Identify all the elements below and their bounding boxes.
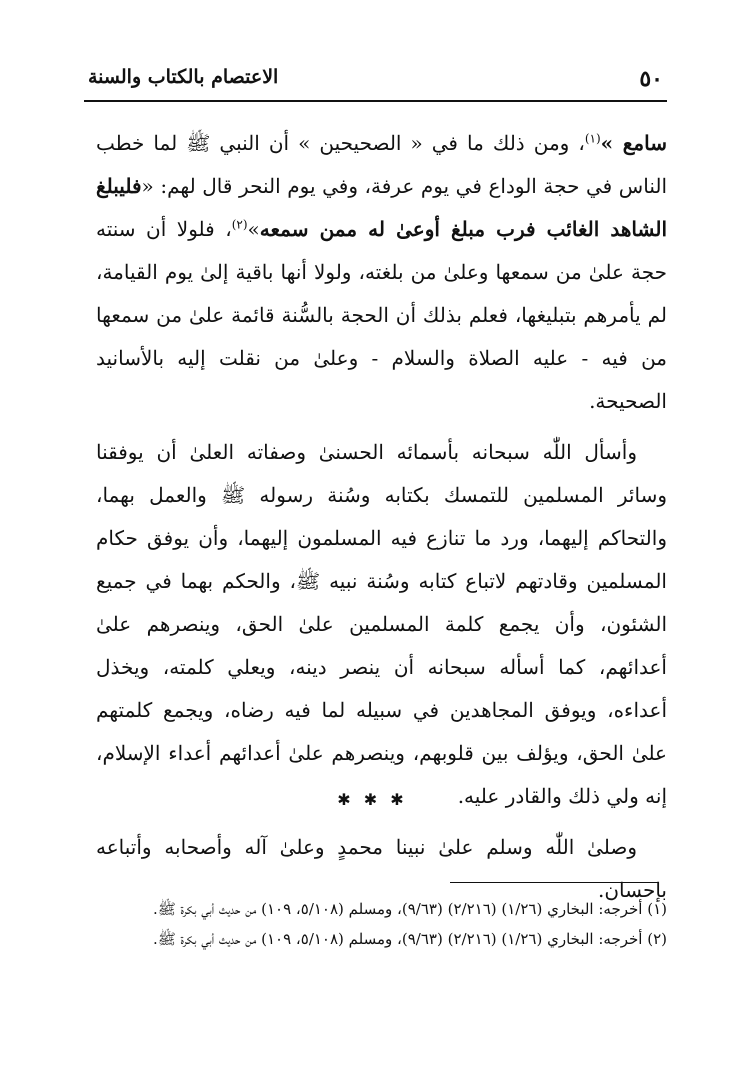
page-number: ٥٠ bbox=[639, 66, 663, 92]
header-rule bbox=[84, 100, 667, 102]
paragraph-1-text-b: ، فلولا أن سنته حجة علىٰ من سمعها وعلىٰ من بلغته، ولولا أنها باقية إلىٰ يوم القيامة، لم يأمرهم بتبليغها، فعلم بذلك أن الحجة بالسُّنة قائمة علىٰ من سمعها من فيه - عليه الصلاة والسلام - وعلىٰ من نقلت إليه بالأسانيد الصحيحة. bbox=[96, 217, 667, 413]
footnote-rule bbox=[450, 882, 658, 883]
footnote-2: (٢) أخرجه: البخاري (١/٢٦) (٢/٢١٦) (٩/٦٣)، ومسلم (٥/١٠٨، ١٠٩) من حديث أبي بكرة ﷺ. bbox=[153, 930, 667, 948]
quote-close: » bbox=[247, 217, 260, 241]
continued-quote-end: سامع » bbox=[600, 131, 667, 155]
footnote-1: (١) أخرجه: البخاري (١/٢٦) (٢/٢١٦) (٩/٦٣)، ومسلم (٥/١٠٨، ١٠٩) من حديث أبي بكرة ﷺ. bbox=[153, 900, 667, 918]
running-title: الاعتصام بالكتاب والسنة bbox=[88, 66, 279, 88]
paragraph-2: وأسأل اللّٰه سبحانه بأسمائه الحسنىٰ وصفاته العلىٰ أن يوفقنا وسائر المسلمين للتمسك بكتابه وسُنة رسوله ﷺ والعمل بهما، والتحاكم إليهما، ورد ما تنازع فيه المسلمون إليهما، وأن يوفق حكام المسلمين وقادتهم لاتباع كتابه وسُنة نبيه ﷺ، والحكم بهما في جميع الشئون، وأن يجمع كلمة المسلمين علىٰ الحق، وينصرهم علىٰ أعدائهم، كما أسأله سبحانه أن ينصر دينه، ويعلي كلمته، ويخذل أعداءه، ويوفق المجاهدين في سبيله لما فيه رضاه، ويجمع كلمتهم علىٰ الحق، ويؤلف بين قلوبهم، وينصرهم علىٰ أعدائهم أعداء الإسلام، إنه ولي ذلك والقادر عليه. bbox=[96, 440, 667, 808]
paragraph-3: وصلىٰ اللّٰه وسلم علىٰ نبينا محمدٍ وعلىٰ آله وأصحابه وأتباعه بإحسان. bbox=[96, 835, 667, 902]
hadith-quote: فليبلغ الشاهد الغائب فرب مبلغ أوعىٰ له ممن سمعه bbox=[96, 174, 668, 241]
footnote-ref-2[interactable]: (٢) bbox=[231, 217, 248, 232]
page-header bbox=[84, 58, 667, 102]
footnotes bbox=[96, 894, 667, 954]
paragraph-1 bbox=[96, 122, 667, 423]
paragraph-1-text-a: ، ومن ذلك ما في « الصحيحين » أن النبي ﷺ لما خطب الناس في حجة الوداع في يوم عرفة، وفي يوم النحر قال لهم: « bbox=[96, 131, 667, 198]
section-separator: ✱ ✱ ✱ bbox=[337, 790, 408, 809]
footnote-ref-1[interactable]: (١) bbox=[584, 131, 601, 146]
